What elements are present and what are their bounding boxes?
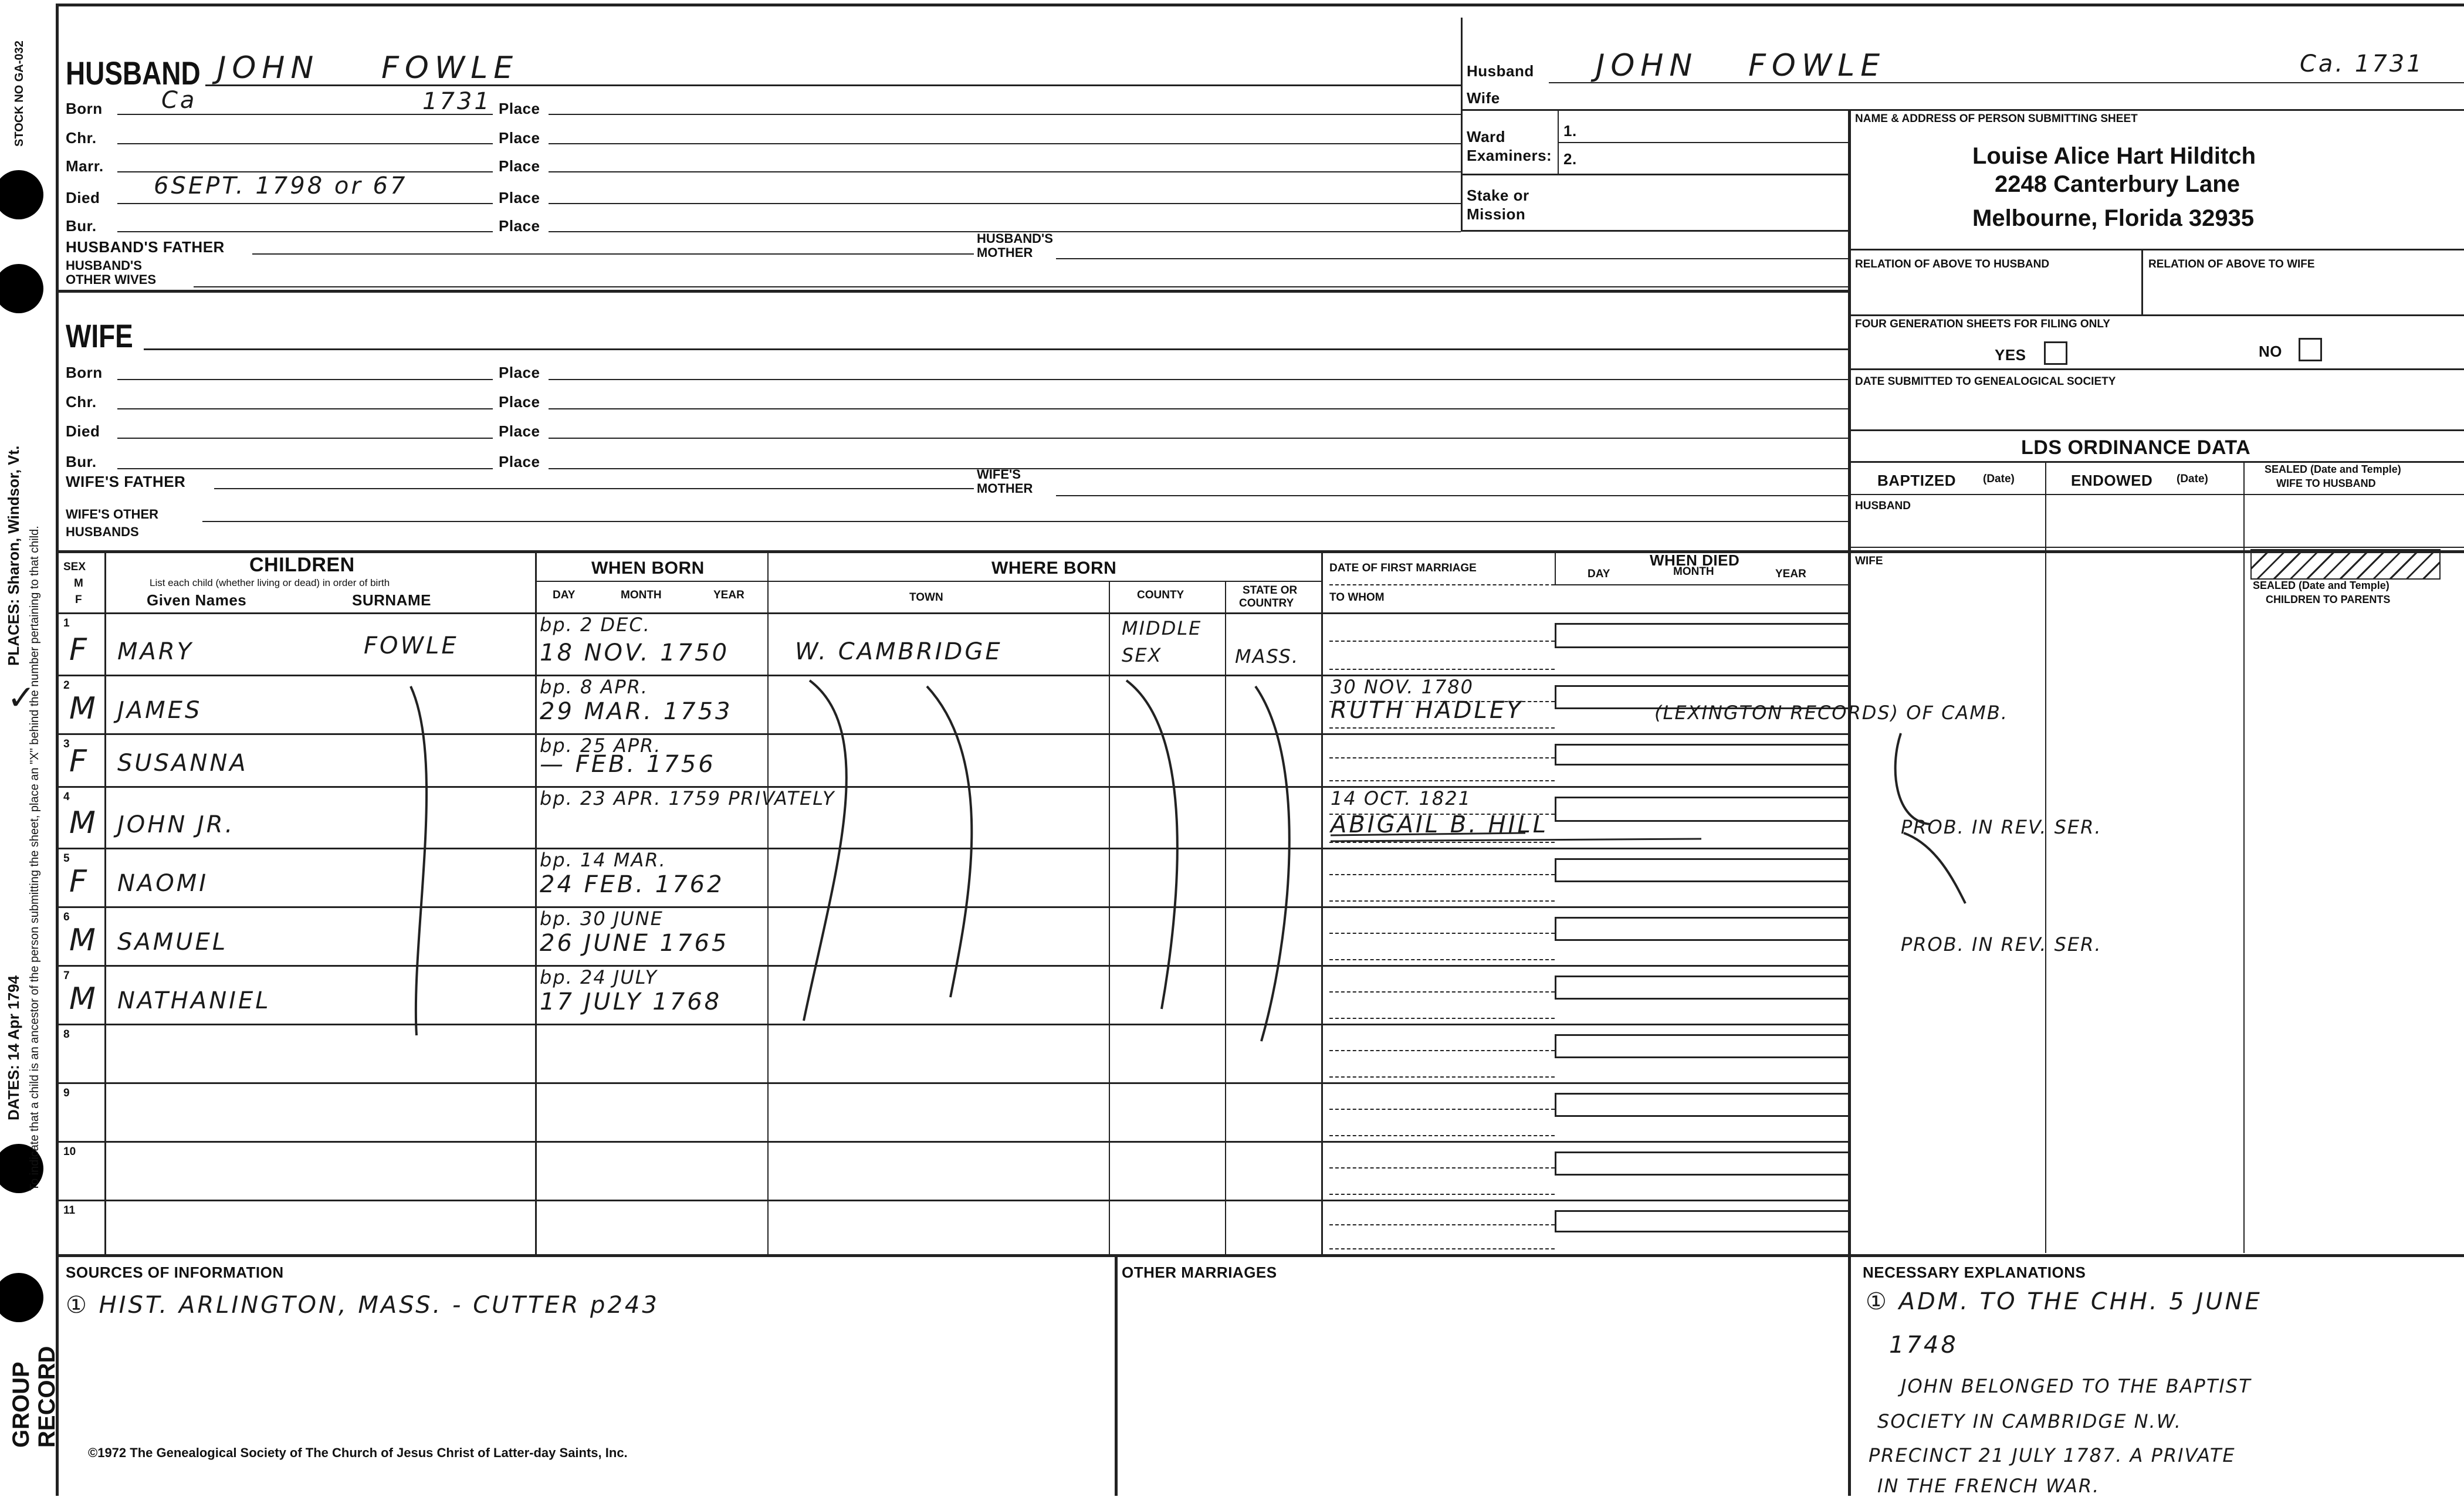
husband-marr-place-label: Place	[499, 157, 540, 175]
to-whom-header: TO WHOM	[1329, 591, 1385, 604]
four-generation-label: FOUR GENERATION SHEETS FOR FILING ONLY	[1855, 318, 2110, 330]
husband-other-wives-label-1: HUSBAND'S	[66, 258, 142, 273]
wife-born-label: Born	[66, 364, 103, 381]
lds-endowed-label: ENDOWED	[2071, 472, 2153, 489]
wife-died-label: Died	[66, 422, 100, 440]
lds-sealed-cp-label-2: CHILDREN TO PARENTS	[2266, 594, 2391, 605]
date-submitted-label: DATE SUBMITTED TO GENEALOGICAL SOCIETY	[1855, 375, 2116, 388]
child-number: 5	[63, 852, 70, 865]
town-header: TOWN	[909, 591, 943, 604]
child-given-name: NAOMI	[117, 870, 209, 897]
child-marriage-date: 14 OCT. 1821	[1331, 787, 1471, 810]
child-sex: F	[69, 632, 87, 668]
explanation-line-5: PRECINCT 21 JULY 1787. A PRIVATE	[1869, 1444, 2236, 1466]
child-given-name: NATHANIEL	[117, 987, 271, 1014]
ward-label-2: Examiners:	[1467, 147, 1552, 164]
died-year-header: YEAR	[1775, 568, 1806, 580]
explanation-line-4: SOCIETY IN CAMBRIDGE N.W.	[1877, 1410, 2182, 1432]
wife-bur-label: Bur.	[66, 453, 97, 470]
died-month-header: MONTH	[1673, 565, 1714, 578]
lds-sealed-wh-label-1: SEALED (Date and Temple)	[2265, 463, 2401, 475]
born-day-header: DAY	[553, 589, 576, 601]
child-sex: M	[69, 691, 96, 726]
relation-to-wife-label: RELATION OF ABOVE TO WIFE	[2148, 258, 2315, 270]
child-baptism: bp. 2 DEC.	[540, 614, 651, 636]
sex-header: SEX	[63, 561, 86, 573]
husband-bur-label: Bur.	[66, 217, 97, 235]
child-surname: FOWLE	[364, 632, 459, 659]
copyright-text: ©1972 The Genealogical Society of The Church of Jesus Christ of Latter-day Saints, Inc.	[88, 1445, 628, 1460]
husband-other-wives-label-2: OTHER WIVES	[66, 272, 157, 287]
child-baptism: bp. 24 JULY	[540, 966, 658, 988]
died-day-header: DAY	[1588, 568, 1610, 580]
child-note: PROB. IN REV. SER.	[1901, 816, 2102, 838]
form-title-group: GROUP	[8, 1361, 34, 1448]
child-baptism: bp. 25 APR.	[540, 734, 662, 757]
child-given-name: SAMUEL	[117, 929, 228, 956]
child-sex: M	[69, 805, 96, 841]
lds-endowed-date-label: (Date)	[2177, 473, 2208, 485]
husband-died-value: 6SEPT. 1798 or 67	[154, 172, 408, 199]
husband-born-place-label: Place	[499, 100, 540, 117]
born-month-header: MONTH	[621, 589, 662, 601]
right-husband-surname: FOWLE	[1748, 48, 1886, 83]
child-town: W. CAMBRIDGE	[795, 638, 1003, 665]
lds-sealed-cp-label-1: SEALED (Date and Temple)	[2253, 580, 2389, 591]
submitter-street: 2248 Canterbury Lane	[1995, 171, 2240, 197]
husband-died-place-label: Place	[499, 189, 540, 206]
form-title-record: RECORD	[34, 1346, 60, 1448]
child-sex: F	[69, 744, 87, 779]
ward-examiner-1: 1.	[1563, 122, 1577, 140]
wife-bur-place-label: Place	[499, 453, 540, 470]
child-birth-date: 29 MAR. 1753	[540, 698, 733, 725]
husband-died-label: Died	[66, 189, 100, 206]
child-sex: M	[69, 923, 96, 958]
child-birth-date: 17 JULY 1768	[540, 988, 722, 1015]
state-header-2: COUNTRY	[1239, 597, 1294, 609]
husband-chr-place-label: Place	[499, 129, 540, 147]
wife-mother-label-1: WIFE'S	[977, 467, 1021, 482]
when-born-header: WHEN BORN	[591, 558, 705, 578]
children-instruction: List each child (whether living or dead) in order of birth	[150, 577, 390, 588]
child-birth-date: 24 FEB. 1762	[540, 871, 725, 898]
yes-label: YES	[1995, 346, 2026, 364]
child-sex: M	[69, 981, 96, 1017]
wife-chr-place-label: Place	[499, 393, 540, 411]
husband-chr-label: Chr.	[66, 129, 97, 147]
given-names-header: Given Names	[147, 591, 247, 609]
husband-given-name: JOHN	[217, 50, 320, 86]
right-husband-given: JOHN	[1596, 48, 1698, 83]
sources-label: SOURCES OF INFORMATION	[66, 1264, 284, 1281]
ditto-county	[1126, 680, 1177, 1009]
stock-number: STOCK NO GA-032	[13, 40, 26, 147]
stake-label-2: Mission	[1467, 205, 1526, 223]
lds-husband-label: HUSBAND	[1855, 500, 1911, 512]
sources-value: ① HIST. ARLINGTON, MASS. - CUTTER p243	[66, 1292, 659, 1319]
ward-examiner-2: 2.	[1563, 150, 1577, 168]
right-wife-label: Wife	[1467, 89, 1500, 107]
husband-heading: HUSBAND	[66, 55, 201, 92]
explanation-line-6: IN THE FRENCH WAR.	[1877, 1475, 2100, 1497]
lds-baptized-label: BAPTIZED	[1877, 472, 1956, 489]
county-header: COUNTY	[1137, 589, 1184, 601]
child-number: 6	[63, 911, 70, 923]
child-sex: F	[69, 864, 87, 899]
lds-wife-label: WIFE	[1855, 555, 1883, 567]
husband-mother-label-2: MOTHER	[977, 245, 1033, 260]
sex-f-header: F	[75, 594, 82, 606]
lds-title: LDS ORDINANCE DATA	[2021, 436, 2251, 459]
state-header-1: STATE OR	[1243, 584, 1298, 597]
child-number: 7	[63, 970, 70, 982]
child-baptism: bp. 8 APR.	[540, 676, 649, 698]
lds-baptized-date-label: (Date)	[1983, 473, 2015, 485]
husband-born-label: Born	[66, 100, 103, 117]
husband-surname: FOWLE	[381, 50, 519, 86]
child-number: 3	[63, 738, 70, 750]
where-born-header: WHERE BORN	[991, 558, 1117, 578]
husband-father-label: HUSBAND'S FATHER	[66, 238, 225, 256]
child-birth-date: 26 JUNE 1765	[540, 930, 729, 957]
child-spouse: RUTH HADLEY	[1331, 697, 1524, 724]
wife-born-place-label: Place	[499, 364, 540, 381]
explanation-line-1: ① ADM. TO THE CHH. 5 JUNE	[1866, 1288, 2262, 1315]
husband-born-day: Ca	[161, 87, 197, 114]
ancestor-instruction: To indicate that a child is an ancestor of the person submitting the sheet, place an "X" behind the number pertaining to that child.	[28, 526, 41, 1191]
child-given-name: JAMES	[117, 697, 202, 724]
right-husband-label: Husband	[1467, 62, 1534, 80]
child-number: 1	[63, 617, 70, 629]
ditto-town	[804, 680, 972, 1021]
husband-mother-label-1: HUSBAND'S	[977, 231, 1053, 246]
child-baptism: bp. 30 JUNE	[540, 907, 664, 930]
ward-label-1: Ward	[1467, 128, 1506, 145]
first-marriage-header: DATE OF FIRST MARRIAGE	[1329, 562, 1477, 574]
stake-label-1: Stake or	[1467, 187, 1529, 204]
wife-died-place-label: Place	[499, 422, 540, 440]
child-marriage-date: 30 NOV. 1780	[1331, 676, 1474, 698]
wife-heading: WIFE	[66, 317, 133, 354]
child-given-name: SUSANNA	[117, 750, 248, 777]
child-baptism: bp. 14 MAR.	[540, 849, 666, 871]
right-husband-date: Ca. 1731	[2300, 50, 2424, 77]
child-number: 10	[63, 1146, 76, 1158]
submitter-city: Melbourne, Florida 32935	[1972, 205, 2255, 231]
child-note: PROB. IN REV. SER.	[1901, 933, 2102, 956]
child-county: MIDDLE SEX	[1122, 617, 1202, 666]
child-birth-date: 18 NOV. 1750	[540, 639, 730, 666]
child-given-name: JOHN JR.	[117, 811, 235, 838]
child-number: 9	[63, 1087, 70, 1099]
explanations-label: NECESSARY EXPLANATIONS	[1863, 1264, 2086, 1281]
child-number: 4	[63, 791, 70, 803]
born-year-header: YEAR	[713, 589, 744, 601]
submitter-label: NAME & ADDRESS OF PERSON SUBMITTING SHEET	[1855, 113, 2138, 125]
no-label: NO	[2259, 343, 2282, 360]
when-died-header: WHEN DIED	[1650, 551, 1740, 569]
ditto-state	[1255, 686, 1289, 1041]
child-spouse: ABIGAIL B. HILL	[1331, 811, 1549, 838]
ditto-surname	[411, 686, 427, 1035]
wife-other-husbands-label-2: HUSBANDS	[66, 524, 139, 539]
wife-father-label: WIFE'S FATHER	[66, 473, 186, 490]
wife-other-husbands-label-1: WIFE'S OTHER	[66, 507, 159, 521]
child-state: MASS.	[1235, 645, 1299, 668]
husband-marr-label: Marr.	[66, 157, 104, 175]
children-header: CHILDREN	[249, 554, 355, 576]
child-number: 8	[63, 1028, 70, 1041]
husband-bur-place-label: Place	[499, 217, 540, 235]
strike-marriage	[1331, 833, 1701, 841]
note-bracket	[1896, 733, 1965, 903]
ancestor-check-mark: ✓	[7, 678, 37, 717]
sex-m-header: M	[74, 577, 83, 590]
child-given-name: MARY	[117, 638, 194, 665]
wife-chr-label: Chr.	[66, 393, 97, 411]
relation-to-husband-label: RELATION OF ABOVE TO HUSBAND	[1855, 258, 2050, 270]
submitter-name: Louise Alice Hart Hilditch	[1972, 143, 2256, 169]
child-number: 2	[63, 679, 70, 692]
explanation-line-2: 1748	[1889, 1332, 1958, 1359]
child-number: 11	[63, 1204, 76, 1217]
child-baptism: bp. 23 APR. 1759 PRIVATELY	[540, 787, 835, 810]
places-text: PLACES: Sharon, Windsor, Vt.	[5, 445, 22, 666]
child-note: (LEXINGTON RECORDS) OF CAMB.	[1654, 702, 2009, 724]
wife-mother-label-2: MOTHER	[977, 481, 1033, 496]
dates-text: DATES: 14 Apr 1794	[5, 975, 22, 1120]
explanation-line-3: JOHN BELONGED TO THE BAPTIST	[1901, 1375, 2252, 1397]
other-marriages-label: OTHER MARRIAGES	[1122, 1264, 1277, 1281]
child-birth-date: — FEB. 1756	[540, 751, 716, 778]
lds-sealed-wh-label-2: WIFE TO HUSBAND	[2276, 477, 2376, 489]
husband-born-year: 1731	[422, 88, 492, 115]
surname-header: SURNAME	[352, 591, 431, 609]
